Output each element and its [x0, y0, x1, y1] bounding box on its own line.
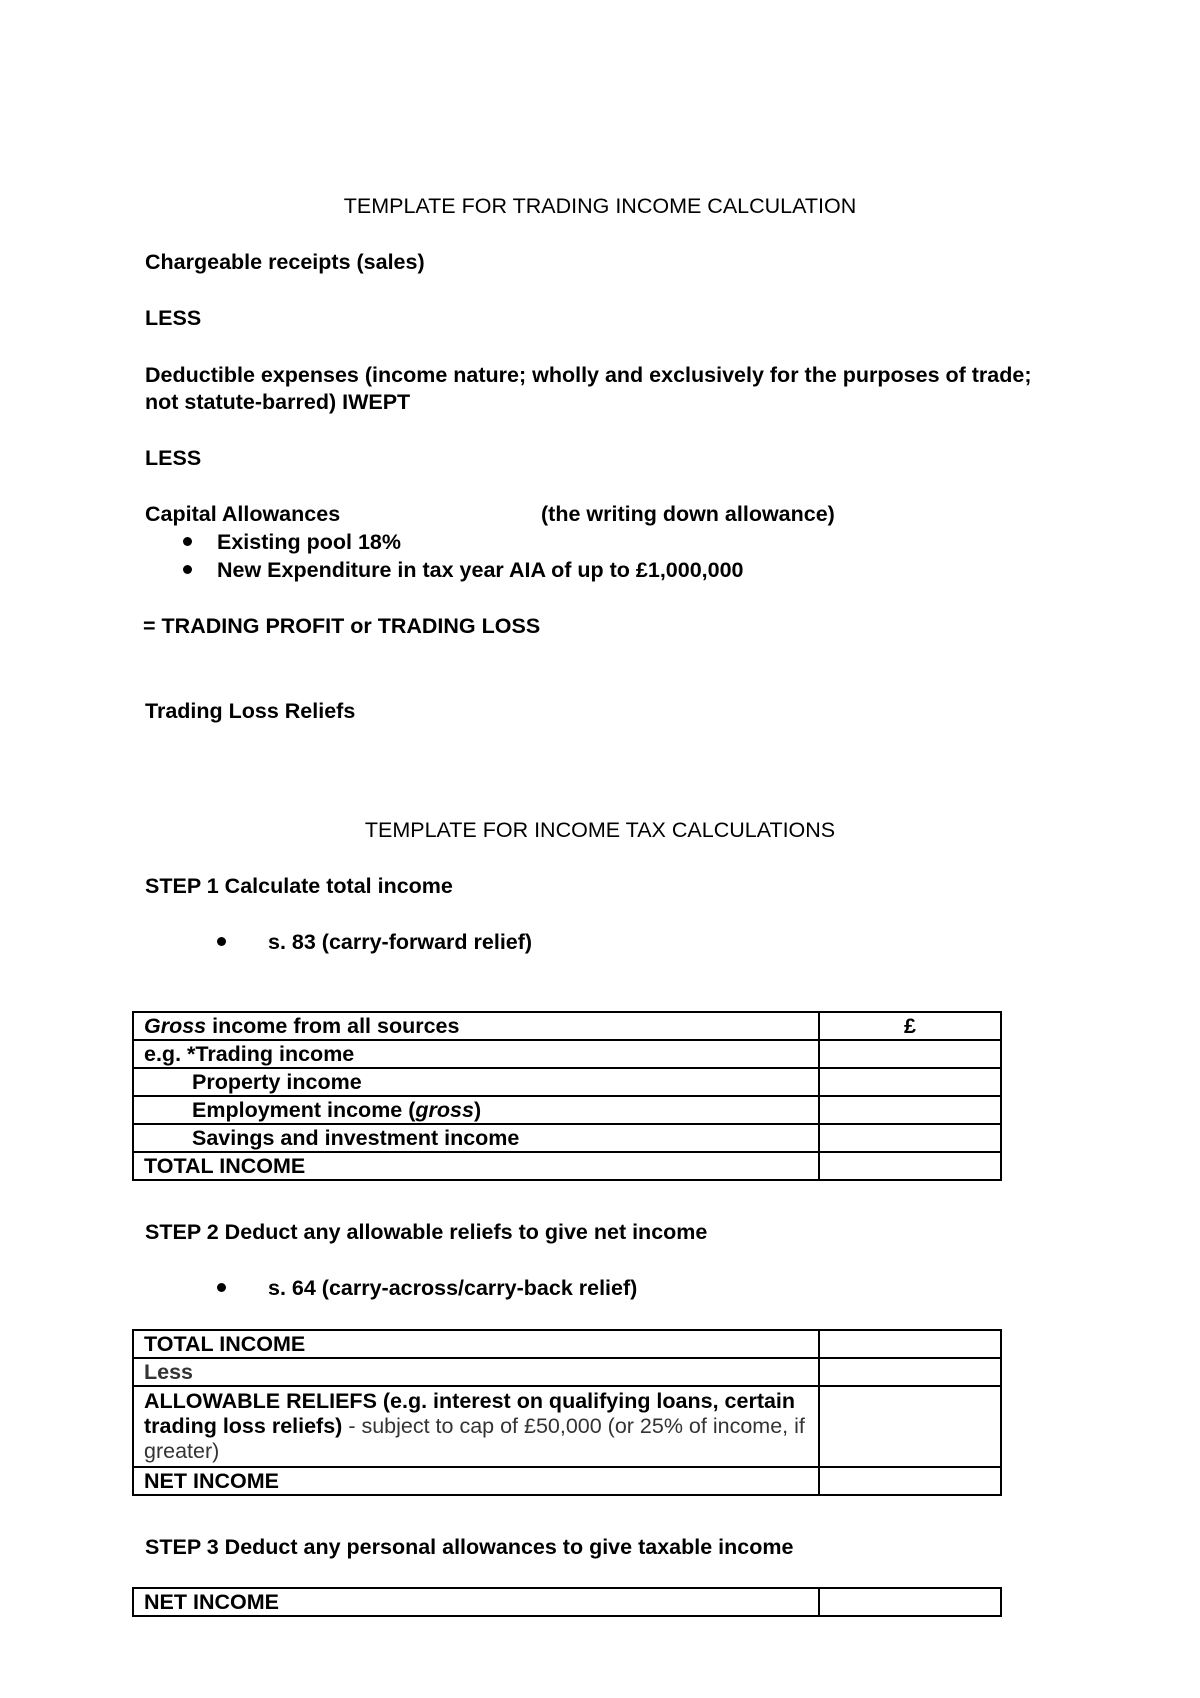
capital-allowances-note: (the writing down allowance) [541, 502, 835, 526]
table-row [133, 1040, 1001, 1068]
total-income-table [132, 1011, 1002, 1181]
trading-loss-reliefs: Trading Loss Reliefs [145, 699, 356, 723]
taxable-income-table [132, 1587, 1002, 1617]
table-row [133, 1330, 1001, 1358]
chargeable-receipts: Chargeable receipts (sales) [145, 250, 425, 274]
step3-heading: STEP 3 Deduct any personal allowances to give taxable income [145, 1535, 794, 1559]
less-label-2: LESS [145, 446, 202, 470]
table-row [133, 1386, 1001, 1467]
amount-cell[interactable] [819, 1068, 1001, 1096]
currency-header: £ [819, 1012, 1001, 1040]
amount-cell[interactable] [819, 1330, 1001, 1358]
bullet-icon [217, 1283, 226, 1292]
table-row [133, 1012, 1001, 1040]
table-row [133, 1358, 1001, 1386]
amount-cell[interactable] [819, 1040, 1001, 1068]
savings-income-row: Savings and investment income [133, 1124, 819, 1152]
bullet-icon [183, 537, 192, 546]
property-income-row: Property income [133, 1068, 819, 1096]
step2-bullet: s. 64 (carry-across/carry-back relief) [268, 1276, 638, 1300]
net-income-row: NET INCOME [133, 1588, 819, 1616]
less-row: Less [133, 1358, 819, 1386]
amount-cell[interactable] [819, 1096, 1001, 1124]
amount-cell[interactable] [819, 1386, 1001, 1467]
gross-income-header: Gross income from all sources [133, 1012, 819, 1040]
capital-allowances-label: Capital Allowances [145, 502, 341, 526]
table-row [133, 1152, 1001, 1180]
step1-heading: STEP 1 Calculate total income [145, 874, 453, 898]
table-row [133, 1068, 1001, 1096]
amount-cell[interactable] [819, 1358, 1001, 1386]
trading-income-row: e.g. *Trading income [133, 1040, 819, 1068]
bullet-existing-pool: Existing pool 18% [217, 530, 401, 554]
table-row [133, 1124, 1001, 1152]
net-income-row: NET INCOME [133, 1467, 819, 1495]
bullet-icon [183, 565, 192, 574]
step2-heading: STEP 2 Deduct any allowable reliefs to give net income [145, 1220, 708, 1244]
less-label-1: LESS [145, 306, 202, 330]
amount-cell[interactable] [819, 1152, 1001, 1180]
step1-bullet: s. 83 (carry-forward relief) [268, 930, 533, 954]
net-income-table [132, 1329, 1002, 1496]
total-income-row: TOTAL INCOME [133, 1330, 819, 1358]
table-row [133, 1588, 1001, 1616]
table-row [133, 1467, 1001, 1495]
total-income-row: TOTAL INCOME [133, 1152, 819, 1180]
trading-title: TEMPLATE FOR TRADING INCOME CALCULATION [343, 194, 857, 218]
income-tax-title: TEMPLATE FOR INCOME TAX CALCULATIONS [364, 818, 836, 842]
bullet-new-expenditure: New Expenditure in tax year AIA of up to £1,000,000 [217, 558, 744, 582]
amount-cell[interactable] [819, 1467, 1001, 1495]
amount-cell[interactable] [819, 1588, 1001, 1616]
employment-income-row: Employment income (gross) [133, 1096, 819, 1124]
bullet-icon [217, 937, 226, 946]
table-row [133, 1096, 1001, 1124]
deductible-expenses: Deductible expenses (income nature; wholly and exclusively for the purposes of trade; not statute-barred) IWEPT [145, 363, 1032, 414]
amount-cell[interactable] [819, 1124, 1001, 1152]
trading-result: = TRADING PROFIT or TRADING LOSS [143, 614, 541, 638]
allowable-reliefs-row: ALLOWABLE RELIEFS (e.g. interest on qualifying loans, certain trading loss reliefs) - subject to cap of £50,000 (or 25% of income, if greater) [133, 1386, 819, 1467]
